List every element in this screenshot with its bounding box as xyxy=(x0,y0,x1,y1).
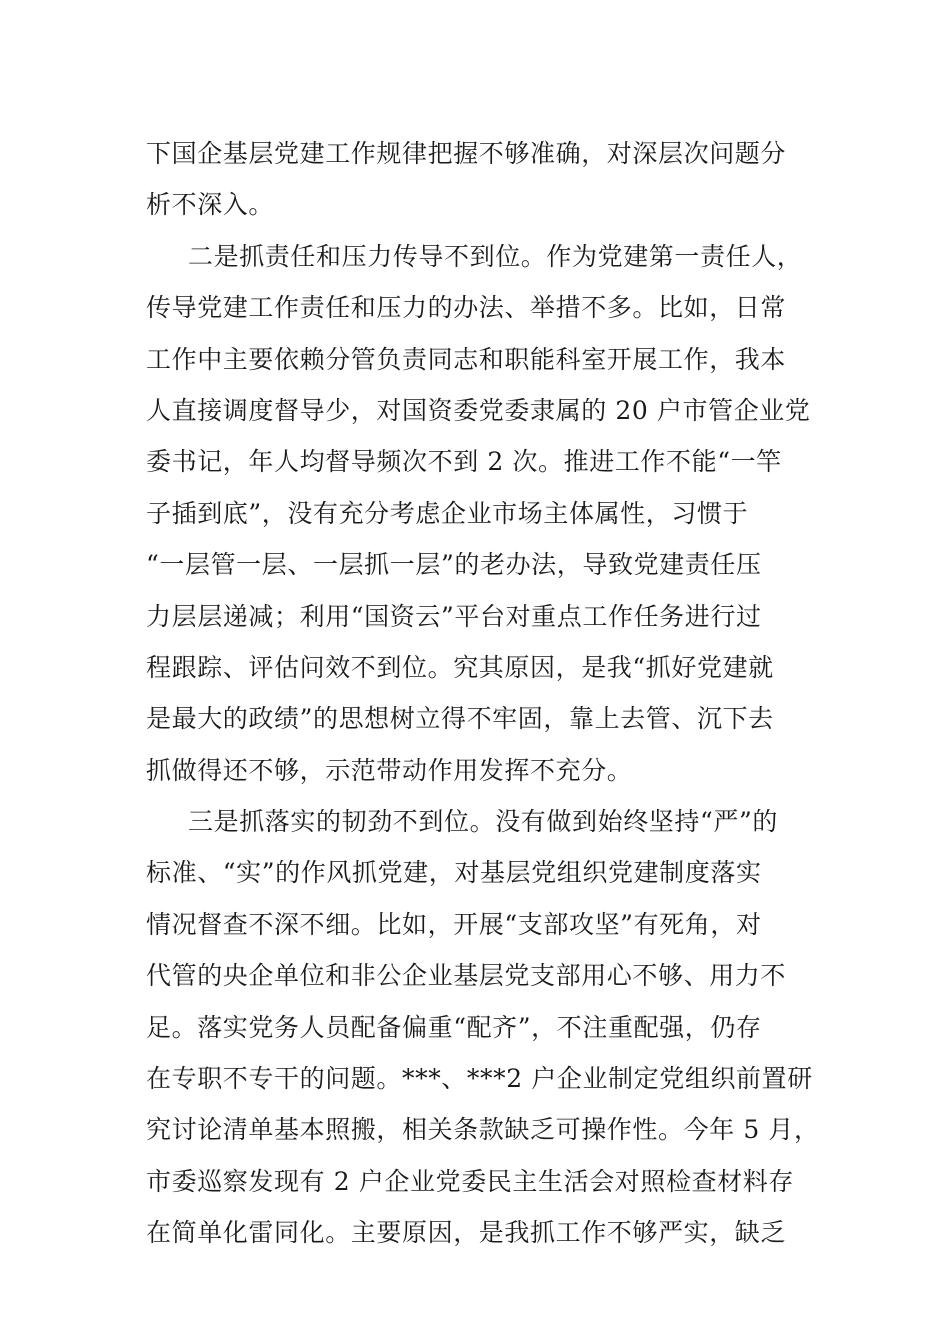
text-line: 市委巡察发现有 2 户企业党委民主生活会对照检查材料存 xyxy=(146,1166,795,1196)
text-line: 委书记，年人均督导频次不到 2 次。推进工作不能“一竿 xyxy=(146,447,782,477)
text-line: 是最大的政绩”的思想树立得不牢固，靠上去管、沉下去 xyxy=(146,704,774,734)
text-line: 在专职不专干的问题。***、***2 户企业制定党组织前置研 xyxy=(146,1064,813,1094)
text-line: 析不深入。 xyxy=(146,190,275,220)
text-line: “一层管一层、一层抓一层”的老办法，导致党建责任压 xyxy=(146,550,762,580)
text-line: 力层层递减；利用“国资云”平台对重点工作任务进行过 xyxy=(146,601,762,631)
text-line: 在简单化雷同化。主要原因，是我抓工作不够严实，缺乏 xyxy=(146,1218,787,1248)
text-line: 传导党建工作责任和压力的办法、举措不多。比如，日常 xyxy=(146,293,787,323)
paragraph-first-line: 二是抓责任和压力传导不到位。作为党建第一责任人， xyxy=(188,241,803,271)
text-line: 究讨论清单基本照搬，相关条款缺乏可操作性。今年 5 月， xyxy=(146,1115,820,1145)
text-line: 足。落实党务人员配备偏重“配齐”，不注重配强，仍存 xyxy=(146,1012,762,1042)
text-line: 情况督查不深不细。比如，开展“支部攻坚”有死角，对 xyxy=(146,909,762,939)
text-line: 下国企基层党建工作规律把握不够准确，对深层次问题分 xyxy=(146,139,787,168)
text-line: 抓做得还不够，示范带动作用发挥不充分。 xyxy=(146,755,633,785)
text-line: 工作中主要依赖分管负责同志和职能科室开展工作，我本 xyxy=(146,344,787,374)
text-line: 标准、“实”的作风抓党建，对基层党组织党建制度落实 xyxy=(146,858,762,888)
body-text xyxy=(146,128,820,1259)
text-line: 子插到底”，没有充分考虑企业市场主体属性，习惯于 xyxy=(146,498,749,528)
paragraph-first-line: 三是抓落实的韧劲不到位。没有做到始终坚持“严”的 xyxy=(188,807,778,837)
text-line: 代管的央企单位和非公企业基层党支部用心不够、用力不 xyxy=(146,961,787,991)
text-line: 人直接调度督导少，对国资委党委隶属的 20 户市管企业党 xyxy=(146,395,811,425)
text-line: 程跟踪、评估问效不到位。究其原因，是我“抓好党建就 xyxy=(146,652,774,682)
